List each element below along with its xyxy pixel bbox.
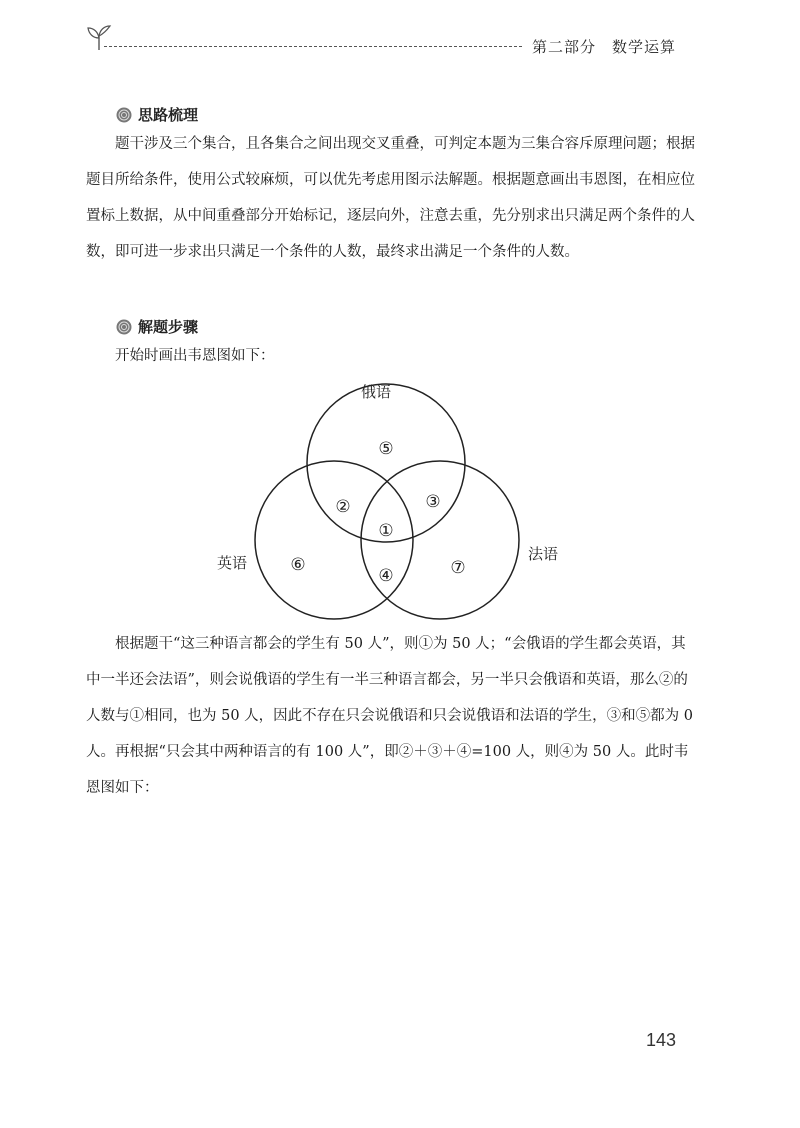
steps-paragraph: 根据题干“这三种语言都会的学生有 50 人”，则①为 50 人；“会俄语的学生都会英语，其中一半还会法语”，则会说俄语的学生有一半三种语言都会，另一半只会俄语和英语，那么②的人数与①相同，也为 50 人，因此不存在只会说俄语和只会说俄语和法语的学生，③和⑤都为 0 人。再根据“只会其中两种语言的有 100 人”，即②＋③＋④=100 人，则④为 50 人。此时韦恩图如下： bbox=[86, 636, 693, 796]
section-thinking-heading bbox=[116, 104, 198, 125]
venn-region-1: ① bbox=[378, 521, 394, 541]
venn-region-6: ⑥ bbox=[290, 555, 306, 575]
section-steps-heading bbox=[116, 316, 198, 337]
section-thinking-title: 思路梳理 bbox=[138, 106, 199, 124]
header-rule bbox=[104, 46, 522, 47]
sprout-icon bbox=[84, 22, 114, 52]
venn-label-english: 英语 bbox=[216, 554, 248, 572]
steps-intro-block bbox=[86, 338, 696, 374]
venn-region-4: ④ bbox=[378, 566, 394, 586]
venn-label-russian: 俄语 bbox=[360, 383, 392, 401]
section-steps-title: 解题步骤 bbox=[138, 318, 199, 336]
venn-diagram bbox=[210, 378, 590, 628]
venn-circle-russian bbox=[307, 384, 465, 542]
spiral-bullet-icon bbox=[116, 319, 132, 335]
venn-region-2: ② bbox=[335, 497, 351, 517]
steps-paragraph-block bbox=[86, 626, 696, 806]
venn-region-3: ③ bbox=[425, 492, 441, 512]
venn-region-5: ⑤ bbox=[378, 439, 394, 459]
spiral-bullet-icon bbox=[116, 107, 132, 123]
thinking-paragraph: 题干涉及三个集合，且各集合之间出现交叉重叠，可判定本题为三集合容斥原理问题；根据题目所给条件，使用公式较麻烦，可以优先考虑用图示法解题。根据题意画出韦恩图，在相应位置标上数据，从中间重叠部分开始标记，逐层向外，注意去重，先分别求出只满足两个条件的人数，即可进一步求出只满足一个条件的人数，最终求出满足一个条件的人数。 bbox=[86, 136, 695, 260]
header-section-label: 第二部分 数学运算 bbox=[532, 38, 677, 56]
page-number: 143 bbox=[646, 1030, 677, 1050]
thinking-paragraph-block bbox=[86, 126, 696, 270]
steps-intro: 开始时画出韦恩图如下： bbox=[115, 348, 275, 364]
venn-label-french: 法语 bbox=[527, 545, 559, 563]
venn-region-7: ⑦ bbox=[450, 558, 466, 578]
